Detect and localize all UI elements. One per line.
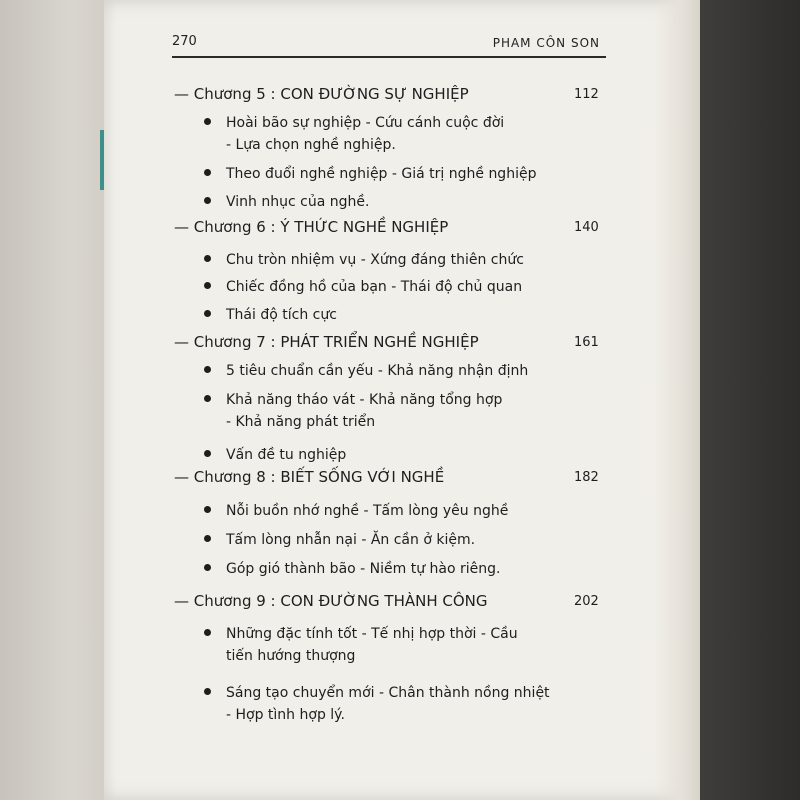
background-left <box>0 0 120 800</box>
table-of-contents <box>104 0 700 800</box>
chapter-title: — Chương 7 : PHÁT TRIỂN NGHỀ NGHIỆP <box>174 333 479 351</box>
bullet-icon <box>204 366 211 373</box>
chapter-title: — Chương 6 : Ý THỨC NGHỀ NGHIỆP <box>174 218 449 236</box>
bullet-icon <box>204 564 211 571</box>
bullet-icon <box>204 310 211 317</box>
toc-item-text: Sáng tạo chuyển mới - Chân thành nồng nhiệt <box>226 685 550 701</box>
bullet-icon <box>204 197 211 204</box>
bullet-icon <box>204 506 211 513</box>
chapter-title: — Chương 8 : BIẾT SỐNG VỚI NGHỀ <box>174 468 445 486</box>
toc-item-text: Hoài bão sự nghiệp - Cứu cánh cuộc đời <box>226 115 505 131</box>
toc-item-text: Chu tròn nhiệm vụ - Xứng đáng thiên chức <box>226 252 524 268</box>
bullet-icon <box>204 535 211 542</box>
chapter-page-number: 140 <box>574 220 599 235</box>
toc-item-text: Góp gió thành bão - Niềm tự hào riêng. <box>226 561 501 577</box>
running-head-author: PHAM CÔN SON <box>492 36 600 50</box>
chapter-title: — Chương 5 : CON ĐƯỜNG SỰ NGHIỆP <box>174 85 469 103</box>
bullet-icon <box>204 118 211 125</box>
toc-item-text: Những đặc tính tốt - Tế nhị hợp thời - Cầu <box>226 626 518 642</box>
toc-item-text: - Lựa chọn nghề nghiệp. <box>226 137 396 153</box>
bullet-icon <box>204 450 211 457</box>
toc-item-text: Vinh nhục của nghề. <box>226 194 370 210</box>
toc-item-text: Tấm lòng nhẫn nại - Ăn cần ở kiệm. <box>226 532 476 548</box>
toc-item-text: Vấn đề tu nghiệp <box>226 447 347 463</box>
toc-item-text: Chiếc đồng hồ của bạn - Thái độ chủ quan <box>226 279 523 295</box>
toc-item-text: 5 tiêu chuẩn cần yếu - Khả năng nhận định <box>226 363 529 379</box>
toc-item-text: - Hợp tình hợp lý. <box>226 707 345 723</box>
chapter-page-number: 112 <box>574 87 599 102</box>
chapter-title: — Chương 9 : CON ĐƯỜNG THÀNH CÔNG <box>174 592 488 610</box>
toc-item-text: tiến hướng thượng <box>226 648 356 664</box>
toc-item-text: Thái độ tích cực <box>226 307 337 323</box>
bullet-icon <box>204 629 211 636</box>
chapter-page-number: 161 <box>574 335 599 350</box>
bullet-icon <box>204 395 211 402</box>
page-number: 270 <box>172 34 197 49</box>
toc-item-text: - Khả năng phát triển <box>226 414 376 430</box>
chapter-page-number: 182 <box>574 470 599 485</box>
bullet-icon <box>204 282 211 289</box>
bullet-icon <box>204 255 211 262</box>
toc-item-text: Khả năng tháo vát - Khả năng tổng hợp <box>226 392 503 408</box>
toc-item-text: Nỗi buồn nhớ nghề - Tấm lòng yêu nghề <box>226 503 509 519</box>
bullet-icon <box>204 688 211 695</box>
toc-item-text: Theo đuổi nghề nghiệp - Giá trị nghề nghiệp <box>226 166 537 182</box>
chapter-page-number: 202 <box>574 594 599 609</box>
background-right <box>690 0 800 800</box>
bullet-icon <box>204 169 211 176</box>
book-page <box>104 0 700 800</box>
